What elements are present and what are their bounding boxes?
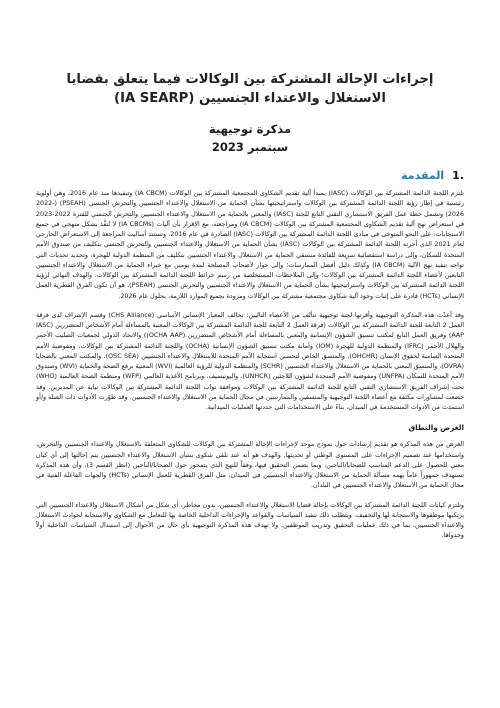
document-title: إجراءات الإحالة المشتركة بين الوكالات فيما يتعلق بقضايا الاستغلال والاعتداء الجنسيين (IA SEARP) xyxy=(66,72,434,106)
intro-paragraph-1: تلتزم اللجنة الدائمة المشتركة بين الوكالات (IASC) بمبدأ آلية تقديم الشكاوى المجتمعية المشتركة بين الوكالات (IA CBCM) وتنفيذها منذ عام 2016، وهي أولوية رئيسية في إطار رؤية اللجنة الدائمة المشتركة بين الوكالات واستراتيجيتها بشأن الحماية من الاستغلال والاعتداء الجنسيين والتحرش الجنسي (PSEAH) (2022-2026) وتشمل خطة عمل الفريق الاستشاري التقني التابع للجنة (IASC) والمعني بالحماية من الاستغلال والاعتداء الجنسيين والتحرش الجنسي للفترة 2022-2023 في استعراض نهج آلية تقديم الشكاوى المجتمعية المشتركة بين الوكالات (IA CBCM) ومراجعته، مع الإقرار بأن آليات (IA CBCMs) لا تُنفَّذ بشكل منهجي في جميع الاستجابات، على النحو المتوخى في مبادئ اللجنة الدائمة المشتركة بين الوكالات (IASC) الصادرة في عام 2016، وتستند أساليب المراجعة إلى الاستعراض الخارجي لعام 2021 الذي أجرته اللجنة الدائمة المشتركة بين الوكالات (IASC) بشأن الحماية من الاستغلال والاعتداء الجنسيين والتحرش الجنسي بتكليف من صندوق الأمم المتحدة للسكان، وإلى دراسة استقصائية سريعة للفائدة منسقي الحماية من الاستغلال والاعتداء الجنسيين بتكليف من المنظمة الدولية للهجرة، وتحديد تحديات التي تواجه تنفيذ نهج الآلية (IA CBCM) وكذلك دليل أفضل الممارسات؛ وإلى حوار لأصحاب المصلحة لمدة يومين مع خبراء الحماية من الاستغلال والاعتداء الجنسيين التابعين لأعضاء اللجنة الدائمة المشتركة بين الوكالات؛ وإلى الملاحظات المستخلصة من رسم خرائط اللجنة الدائمة المشتركة بين الوكالات. والهدف النهائي لرؤية اللجنة الدائمة المشتركة بين الوكالات واستراتيجيتها بشأن الحماية من الاستغلال والاعتداء الجنسيين والتحرش الجنسي (PSEAH)، هو أن تكون الفرق القطرية العمل الإنساني (HCTs) قادرة على إثبات وجود آلية شكاوى مجتمعية مشتركة بين الوكالات ومزودة بجميع الموارد اللازمة، بحلول عام 2026. xyxy=(36,190,465,300)
scope-paragraph-1: الغرض من هذه المذكرة هو تقديم إرشادات حول نموذج موحد لإجراءات الإحالة المشتركة بين الوكالات للشكاوى المتعلقة بالاستغلال والاعتداء الجنسيين والتحرش، واستخدامها عند تصميم الإجراءات على المستوى الوطني أو تحديثها. والهدف هو أنه عند تلقي شكوى بشأن الاستغلال والاعتداء الجنسيين يتم إحالتها إلى أي كيان معني للحصول على الدعم المناسب للضحايا/الناجين، وبما يضمن التحقيق فيها، وفقاً للنهج الذي يتمحور حول الضحايا/الناجين (انظر القسم 3)، وأن هذه المذكرة تستهدف جمهوراً عاماً يهمه مسألة الحماية من الاستغلال والاعتداء الجنسيين في الميدان، مثل الفرق القطرية للعمل الإنساني (HCTs) والجهات الفاعلة الفنية في مجال الحماية من الاستغلال والاعتداء الجنسيين في البلدان. xyxy=(36,441,465,490)
scope-heading: الغرض والنطاق xyxy=(408,423,464,433)
section-number: .1 xyxy=(452,169,464,182)
document-subtitle: مذكرة توجيهية xyxy=(208,122,292,136)
document-date: سبتمبر 2023 xyxy=(211,140,289,154)
scope-paragraph-2: وتلتزم كيانات اللجنة الدائمة المشتركة بين الوكالات بإحالة قضايا الاستغلال والاعتداء الجنسيين، بدون مخاطر، أي شكل من أشكال الاستغلال والاعتداء الجنسيين التي يرتكبها موظفوها والاستجابة لها والتخفيف. ويتطلب ذلك تنفيذ السياسات والقواعد والإجراءات الداخلية الخاصة بها للتعامل مع الشكاوى والاستجابة لحوادث الاستغلال والاعتداء الجنسيين، بما في ذلك عمليات التحقيق وتدريب الموظفين. ولا تهدف هذه المذكرة التوجيهية بأي حال من الأحوال إلى استبدال السياسات الداخلية أولاً وجدواها. xyxy=(36,501,464,540)
section-title: المقدمة xyxy=(401,169,445,182)
section-heading xyxy=(36,169,464,182)
intro-paragraph-2: وقد أعدّت هذه المذكرة التوجيهية وأقرتها لجنة توجيهية تتألف من الأعضاء التاليين: تحالف المعيار الإنساني الأساسي (CHS Alliance) وقسم الإشراف لدى فرقة العمل 2 التابعة للجنة الدائمة المشتركة بين الوكالات (فرقة العمل 2 التابعة للجنة الدائمة المشتركة بين الوكالات المعنية بالمساءلة أمام الأشخاص المتضررين (IASC AAP) وفريق العمل التابع لمكتب تنسيق الشؤون الإنسانية والمعني بالمساءلة أمام الأشخاص المتضررين (OCHA AAP)) والاتحاد الدولي لجمعيات الصليب الأحمر والهلال الأحمر (IFRC) والمنظمة الدولية للهجرة (IOM) وأمانة مكتب تنسيق الشؤون الإنسانية (OCHA) واللجنة الدائمة المشتركة بين الوكالات، ومفوضية الأمم المتحدة السامية لحقوق الإنسان (OHCHR)، والمنسق الخاص لتحسين استجابة الأمم المتحدة للاستغلال والاعتداء الجنسيين (OSC SEA)، والمكتب المعني بالضحايا (OVRA)، والمنسق المعني بالحماية من الاستغلال والاعتداء الجنسيين (SCHR) والمنظمة الدولية للرؤية العالمية (WVI) المعنية برفع الصحة والحماية (WVI) وصندوق الأمم المتحدة للسكان (UNFPA) ومفوضية الأمم المتحدة لشؤون اللاجئين (UNHCR)، واليونيسيف، وبرنامج الأغذية العالمي (WFP) ومنظمة الصحة العالمية (WHO) تحت إشراف الفريق الاستشاري التقني التابع للجنة الدائمة المشتركة بين الوكالات وموافقة نواب اللجنة الدائمة المشتركة بين الوكالات نيابة عن المديرين. وقد خضعت لمشاورات مكثفة مع أعضاء اللجنة التوجيهية والمنسقين والممارسين في مجال الحماية من الاستغلال والاعتداء الجنسيين. وقد طوّرت الأدوات ذات الصلة و/أو استمدت من الأدوات المستخدمة في الميدان، بناءً على الاستخدامات التي حددتها العمليات الميدانية. xyxy=(36,311,465,411)
